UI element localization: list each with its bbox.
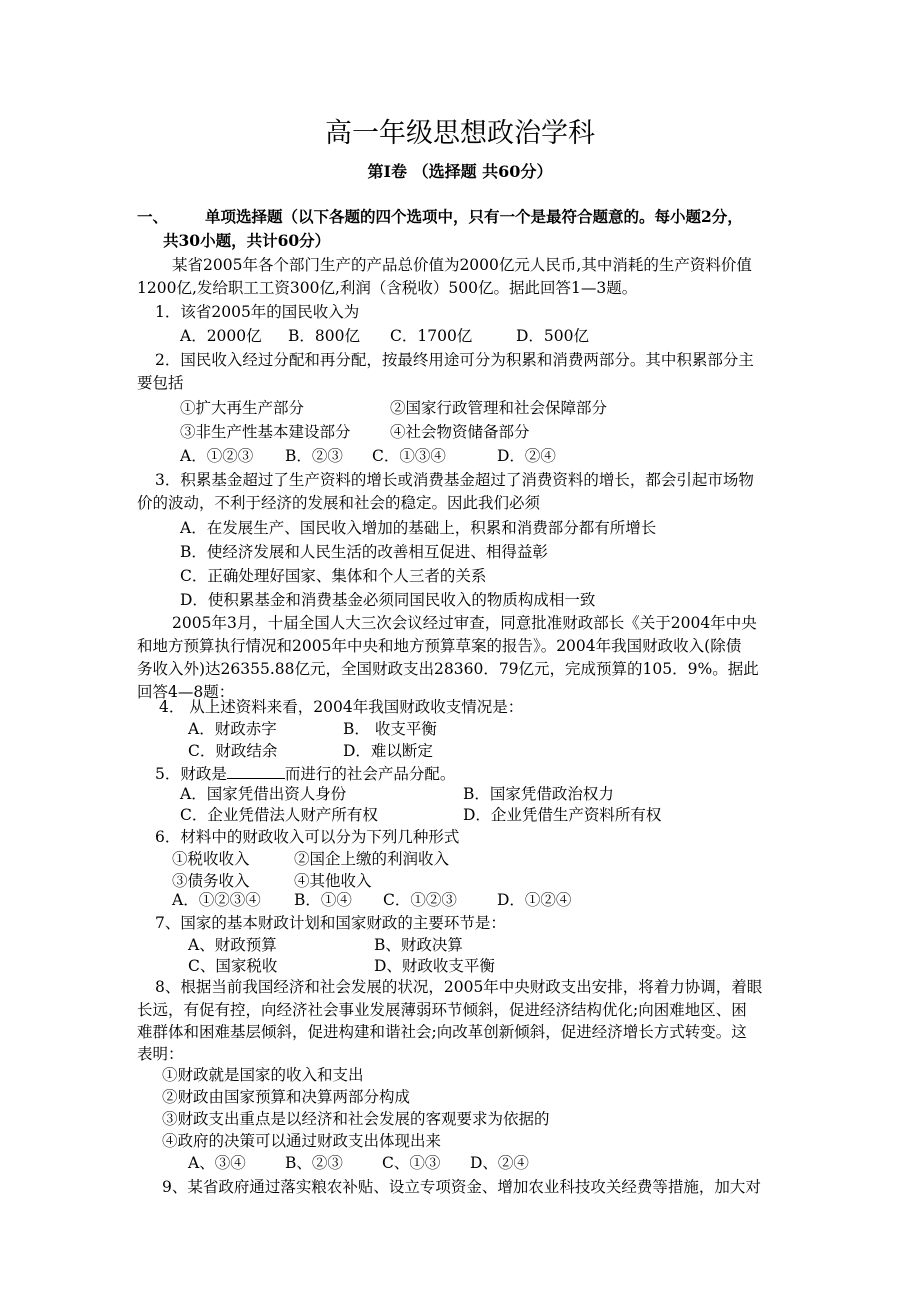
q4-option-a: A．财政赤字 — [188, 720, 277, 738]
q4-option-d: D．难以断定 — [343, 742, 433, 760]
q3-option-c: C．正确处理好国家、集体和个人三者的关系 — [180, 567, 487, 585]
q7-stem: 7、国家的基本财政计划和国家财政的主要环节是： — [155, 914, 506, 932]
q3-stem-line2: 价的波动，不利于经济的发展和社会的稳定。因此我们必须 — [137, 494, 541, 512]
q6-item-1: ①税收收入 — [172, 850, 250, 868]
q4-stem: 4． 从上述资料来看，2004年我国财政收支情况是： — [159, 698, 524, 716]
q7-option-d: D、财政收支平衡 — [374, 957, 495, 975]
q5-option-a: A．国家凭借出资人身份 — [180, 785, 347, 803]
q5-option-b: B．国家凭借政治权力 — [463, 785, 614, 803]
q3-option-b: B．使经济发展和人民生活的改善相互促进、相得益彰 — [180, 543, 548, 561]
q3-option-a: A．在发展生产、国民收入增加的基础上，积累和消费部分都有所增长 — [180, 519, 657, 537]
q8-stem-line4: 表明： — [137, 1045, 184, 1063]
q6-option-d: D．①②④ — [497, 891, 572, 909]
q2-option-b: B．②③ — [285, 447, 343, 465]
material2-line2: 和地方预算执行情况和2005年中央和地方预算草案的报告》。2004年我国财政收入(除债 — [137, 637, 742, 655]
q2-option-a: A．①②③ — [180, 447, 254, 465]
q2-item-1: ①扩大再生产部分 — [180, 399, 305, 417]
page-subtitle: 第Ⅰ卷 （选择题 共60分） — [367, 162, 553, 181]
q6-option-c: C．①②③ — [383, 891, 457, 909]
section-number: 一、 — [137, 207, 169, 226]
q8-item-1: ①财政就是国家的收入和支出 — [162, 1066, 364, 1084]
q7-option-a: A、财政预算 — [188, 936, 277, 954]
q2-item-3: ③非生产性基本建设部分 — [180, 423, 351, 441]
q5-option-d: D．企业凭借生产资料所有权 — [463, 806, 662, 824]
q1-option-b: B．800亿 — [288, 327, 360, 345]
material2-line4: 回答4—8题： — [137, 683, 235, 701]
material1-line1: 某省2005年各个部门生产的产品总价值为2000亿元人民币,其中消耗的生产资料价值 — [172, 256, 752, 274]
q4-option-c: C．财政结余 — [188, 742, 278, 760]
q8-item-3: ③财政支出重点是以经济和社会发展的客观要求为依据的 — [162, 1110, 550, 1128]
q6-option-b: B．①④ — [294, 891, 352, 909]
q2-stem-line1: 2．国民收入经过分配和再分配，按最终用途可分为积累和消费两部分。其中积累部分主 — [155, 351, 754, 369]
material2-line1: 2005年3月，十届全国人大三次会议经过审查，同意批准财政部长《关于2004年中央 — [172, 614, 757, 632]
material2-line3: 务收入外)达26355.88亿元，全国财政支出28360．79亿元，完成预算的105．9%。据此 — [137, 660, 759, 678]
q1-option-c: C．1700亿 — [390, 327, 473, 345]
q2-item-2: ②国家行政管理和社会保障部分 — [390, 399, 608, 417]
q9-stem-line1: 9、某省政府通过落实粮农补贴、设立专项资金、增加农业科技攻关经费等措施，加大对 — [162, 1178, 761, 1196]
q3-option-d: D．使积累基金和消费基金必须同国民收入的物质构成相一致 — [180, 591, 596, 609]
q8-option-c: C、①③ — [382, 1154, 441, 1172]
q5-option-c: C．企业凭借法人财产所有权 — [180, 806, 378, 824]
q5-stem — [155, 763, 455, 785]
q4-option-b: B． 收支平衡 — [343, 720, 437, 738]
q5-fill-blank — [227, 764, 285, 779]
q6-option-a: A．①②③④ — [172, 891, 261, 909]
q5-stem-after: 而进行的社会产品分配。 — [284, 765, 456, 783]
q8-option-b: B、②③ — [285, 1154, 343, 1172]
q8-option-d: D、②④ — [470, 1154, 529, 1172]
q7-option-c: C、国家税收 — [188, 957, 278, 975]
q5-stem-before: 5．财政是 — [155, 765, 227, 783]
q3-stem-line1: 3．积累基金超过了生产资料的增长或消费基金超过了消费资料的增长，都会引起市场物 — [155, 471, 754, 489]
q6-item-4: ④其他收入 — [294, 872, 372, 890]
q8-option-a: A、③④ — [188, 1154, 246, 1172]
section-heading-line2: 共30小题，共计60分） — [163, 231, 331, 250]
page-title: 高一年级思想政治学科 — [325, 118, 595, 149]
q8-item-4: ④政府的决策可以通过财政支出体现出来 — [162, 1132, 442, 1150]
q2-stem-line2: 要包括 — [137, 374, 184, 392]
q6-stem: 6．材料中的财政收入可以分为下列几种形式 — [155, 828, 460, 846]
q2-item-4: ④社会物资储备部分 — [390, 423, 530, 441]
q1-option-a: A．2000亿 — [180, 327, 262, 345]
q2-option-d: D．②④ — [497, 447, 556, 465]
section-heading-line1: 单项选择题（以下各题的四个选项中，只有一个是最符合题意的。每小题2分， — [205, 207, 743, 226]
material1-line2: 1200亿,发给职工工资300亿,利润（含税收）500亿。据此回答1—3题。 — [137, 279, 638, 297]
q6-item-3: ③债务收入 — [172, 872, 250, 890]
q2-option-c: C．①③④ — [372, 447, 446, 465]
q8-stem-line3: 难群体和困难基层倾斜，促进构建和谐社会;向改革创新倾斜，促进经济增长方式转变。这 — [137, 1023, 747, 1041]
q8-stem-line1: 8、根据当前我国经济和社会发展的状况，2005年中央财政支出安排，将着力协调，着眼 — [155, 978, 763, 996]
q7-option-b: B、财政决算 — [374, 936, 463, 954]
q8-stem-line2: 长远，有促有控，向经济社会事业发展薄弱环节倾斜，促进经济结构优化;向困难地区、困 — [137, 1001, 747, 1019]
q1-option-d: D．500亿 — [516, 327, 590, 345]
q1-stem: 1．该省2005年的国民收入为 — [155, 303, 360, 321]
q8-item-2: ②财政由国家预算和决算两部分构成 — [162, 1088, 411, 1106]
q6-item-2: ②国企上缴的利润收入 — [294, 850, 450, 868]
